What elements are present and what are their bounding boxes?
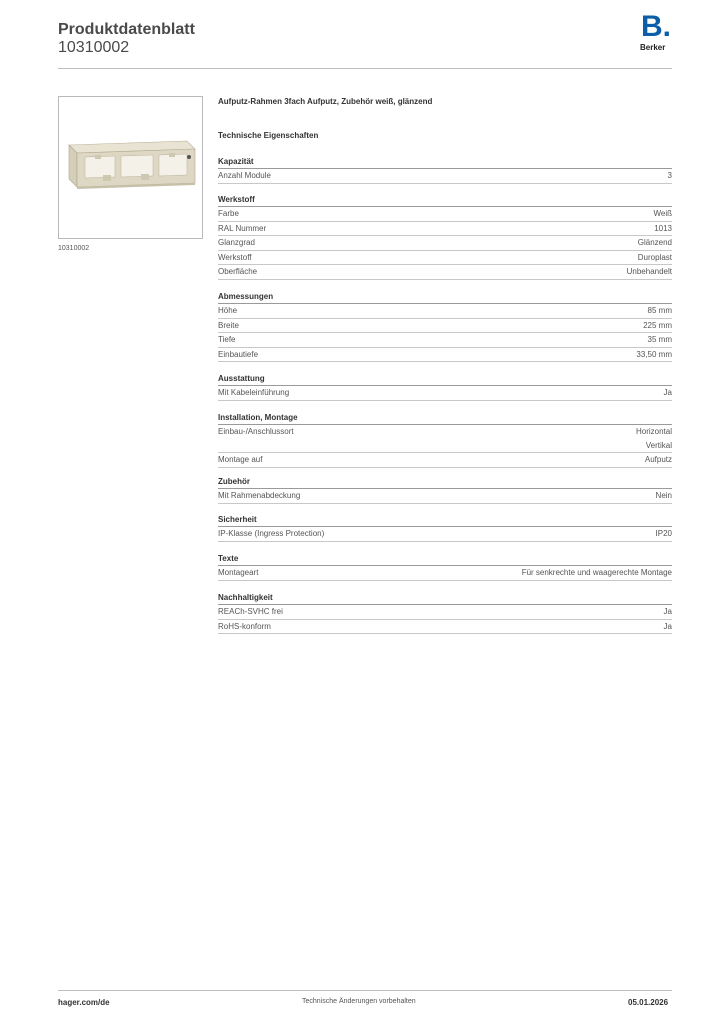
spec-row [218,527,672,542]
spec-label: IP-Klasse (Ingress Protection) [218,529,325,538]
spec-row [218,207,672,222]
spec-label: Höhe [218,306,238,315]
spec-label: Einbau-/Anschlussort [218,427,294,436]
product-image [58,96,203,239]
spec-row [218,425,672,453]
spec-value: Aufputz [644,455,672,464]
spec-row [218,236,672,251]
spec-row [218,453,672,468]
spec-value: 33,50 mm [636,349,672,359]
spec-label: Einbautiefe [218,349,259,359]
spec-row [218,620,672,635]
spec-value: 35 mm [647,335,672,344]
spec-value: Ja [663,607,672,616]
footer-note: Technische Änderungen vorbehalten [302,998,416,1005]
spec-row [218,251,672,266]
spec-value: 85 mm [647,306,672,315]
section-title: Nachhaltigkeit [218,592,672,605]
logo-wordmark: Berker [640,43,666,52]
spec-row [218,386,672,401]
spec-value: 1013 [654,223,672,233]
section-title: Abmessungen [218,291,672,304]
technical-properties-heading: Technische Eigenschaften [218,131,319,140]
spec-value-line: Vertikal [645,440,672,450]
spec-row [218,304,672,319]
section-title: Kapazität [218,156,672,169]
spec-value: 225 mm [643,320,672,330]
spec-value: IP20 [655,529,672,538]
spec-value-line: Horizontal [635,427,672,436]
section-title: Sicherheit [218,514,672,527]
spec-row [218,222,672,237]
spec-label: Oberfläche [218,267,258,276]
product-description: Aufputz-Rahmen 3fach Aufputz, Zubehör weiß, glänzend [218,97,433,106]
section-accessories [218,476,672,504]
spec-label: Montageart [218,568,259,577]
spec-label: Anzahl Module [218,171,271,180]
section-installation [218,412,672,468]
section-capacity [218,156,672,184]
section-title: Zubehör [218,476,672,489]
spec-value: Ja [663,388,672,397]
section-equipment [218,373,672,401]
spec-row [218,566,672,581]
footer-divider [58,990,672,991]
spec-label: REACh-SVHC frei [218,607,283,616]
spec-label: RoHS-konform [218,621,271,631]
spec-row [218,348,672,363]
spec-value: Weiß [653,209,672,218]
footer-date: 05.01.2026 [628,998,669,1007]
spec-label: Glanzgrad [218,238,255,247]
spec-row [218,605,672,620]
logo-letter: B. [641,10,671,43]
spec-value: Nein [655,491,672,500]
spec-row [218,333,672,348]
spec-value: 3 [667,171,672,180]
section-title: Installation, Montage [218,412,672,425]
spec-value: Glänzend [637,238,672,247]
spec-row [218,319,672,334]
spec-label: Farbe [218,209,239,218]
section-title: Werkstoff [218,194,672,207]
article-number: 10310002 [58,39,130,56]
footer-website: hager.com/de [58,998,110,1007]
spec-row [218,489,672,504]
spec-value: Für senkrechte und waagerechte Montage [521,568,672,577]
page-title: Produktdatenblatt [58,21,195,38]
section-safety [218,514,672,542]
section-title: Ausstattung [218,373,672,386]
spec-label: Montage auf [218,455,263,464]
spec-value [636,425,672,452]
spec-value: Duroplast [637,252,672,262]
spec-label: Tiefe [218,335,236,344]
spec-row [218,265,672,280]
image-caption: 10310002 [58,245,90,252]
spec-label: Mit Kabeleinführung [218,388,290,397]
section-sustainability [218,592,672,634]
spec-label: RAL Nummer [218,223,267,233]
spec-label: Breite [218,320,239,330]
frame-illustration [59,97,202,238]
section-texts [218,553,672,581]
spec-row [218,169,672,184]
spec-label: Mit Rahmenabdeckung [218,491,301,500]
section-dimensions [218,291,672,362]
spec-value: Ja [663,621,672,631]
header-divider [58,68,672,69]
berker-logo [638,10,674,56]
section-title: Texte [218,553,672,566]
spec-value: Unbehandelt [626,267,672,276]
section-material [218,194,672,280]
spec-label: Werkstoff [218,252,252,262]
